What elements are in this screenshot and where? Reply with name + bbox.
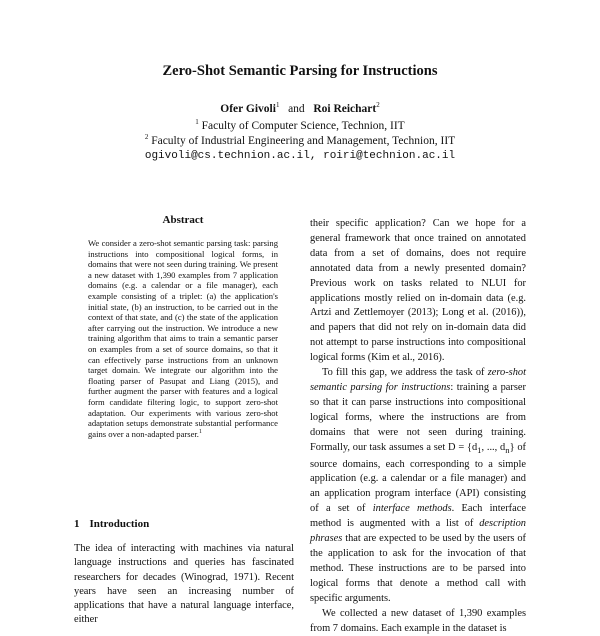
author-2-name: Roi Reichart bbox=[313, 103, 377, 115]
right-paragraph-3: We collected a new dataset of 1,390 examples from 7 domains. Each example in the dataset is bbox=[310, 607, 526, 634]
task-name-emphasis: zero-shot semantic parsing for instructions bbox=[310, 367, 526, 393]
author-2-affiliation-mark: 2 bbox=[376, 101, 380, 110]
abstract-footnote-mark: 1 bbox=[198, 428, 202, 435]
section-heading-introduction bbox=[74, 518, 294, 530]
description-phrases-emphasis: description phrases bbox=[310, 518, 526, 545]
author-1-name: Ofer Givoli bbox=[220, 103, 276, 115]
affiliation-2-mark: 2 bbox=[144, 133, 149, 142]
section-number: 1 bbox=[74, 518, 80, 530]
author-1-affiliation-mark: 1 bbox=[275, 101, 280, 110]
author-separator: and bbox=[288, 103, 305, 115]
author-emails: ogivoli@cs.technion.ac.il, roiri@technion.ac.il bbox=[144, 150, 456, 162]
author-line bbox=[0, 103, 600, 116]
affiliation-2 bbox=[0, 135, 600, 147]
affiliation-1-mark: 1 bbox=[195, 118, 199, 127]
paper-title: Zero-Shot Semantic Parsing for Instructions bbox=[162, 63, 438, 79]
affiliation-1 bbox=[0, 120, 600, 132]
right-column bbox=[310, 217, 526, 634]
abstract-text: We consider a zero-shot semantic parsing task: parsing instructions into compositional logical forms, in domains that were not seen during training. We present a new dataset with 1,390 examples from 7 application domains (e.g. a calendar or a file manager), each example consisting of a triplet: (a) the application's initial state, (b) an instruction, to be carried out in the context of that state, and (c) the state of the application after carrying out the instruction. We introduce a new training algorithm that aims to train a semantic parser on examples from a set of source domains, so that it can effectively parse instructions from an unknown target domain. We integrate our algorithm into the floating parser of Pasupat and Liang (2015), and further augment the parser with features and a logical form candidate filtering logic, to support zero-shot adaptation. Our experiments with various zero-shot adaptation setups demonstrate substantial performance gains over a non-adapted parser. bbox=[88, 238, 278, 439]
introduction-body: The idea of interacting with machines via natural language instructions and queries has fascinated researchers for decades (Winograd, 1971). Recent years have seen an increasing number of applications that have a natural language interface, either bbox=[74, 543, 294, 626]
affiliation-1-text: Faculty of Computer Science, Technion, IIT bbox=[201, 120, 405, 132]
abstract-heading: Abstract bbox=[162, 214, 204, 226]
right-paragraph-2: To fill this gap, we address the task of zero-shot semantic parsing for instructions: training a parser so that it can parse instructions into compositional logical forms, where the instructions are from domains that were not seen during training. Formally, our task assumes a set $D = \{d_1$, ..., $d_n$} of source domains, each corresponding to a simple application (e.g. a calendar or a file manager) and an application program interface (API) consisting of a set of interface methods. Each interface method is augmented with a list of description phrases that are expected to be used by the users of the application to ask for the invocation of that method. These instructions are to be parsed into logical forms that denote a method call with specific arguments. bbox=[310, 367, 526, 604]
affiliation-2-text: Faculty of Industrial Engineering and Management, Technion, IIT bbox=[151, 135, 456, 147]
abstract-body bbox=[88, 238, 278, 439]
right-paragraph-1: their specific application? Can we hope for a general framework that once trained on annotated data from a set of domains, does not require annotated data from a newly presented domain? Previous work on tasks related to NLUI for applications mostly relied on in-domain data (e.g. Artzi and Zettlemoyer (2013); Long et al. (2016)), and papers that did not rely on in-domain data did not attempt to parse instructions into compositional logical forms (Kim et al., 2016). bbox=[310, 218, 526, 364]
section-title: Introduction bbox=[89, 518, 150, 530]
interface-methods-emphasis: interface methods bbox=[372, 503, 452, 515]
